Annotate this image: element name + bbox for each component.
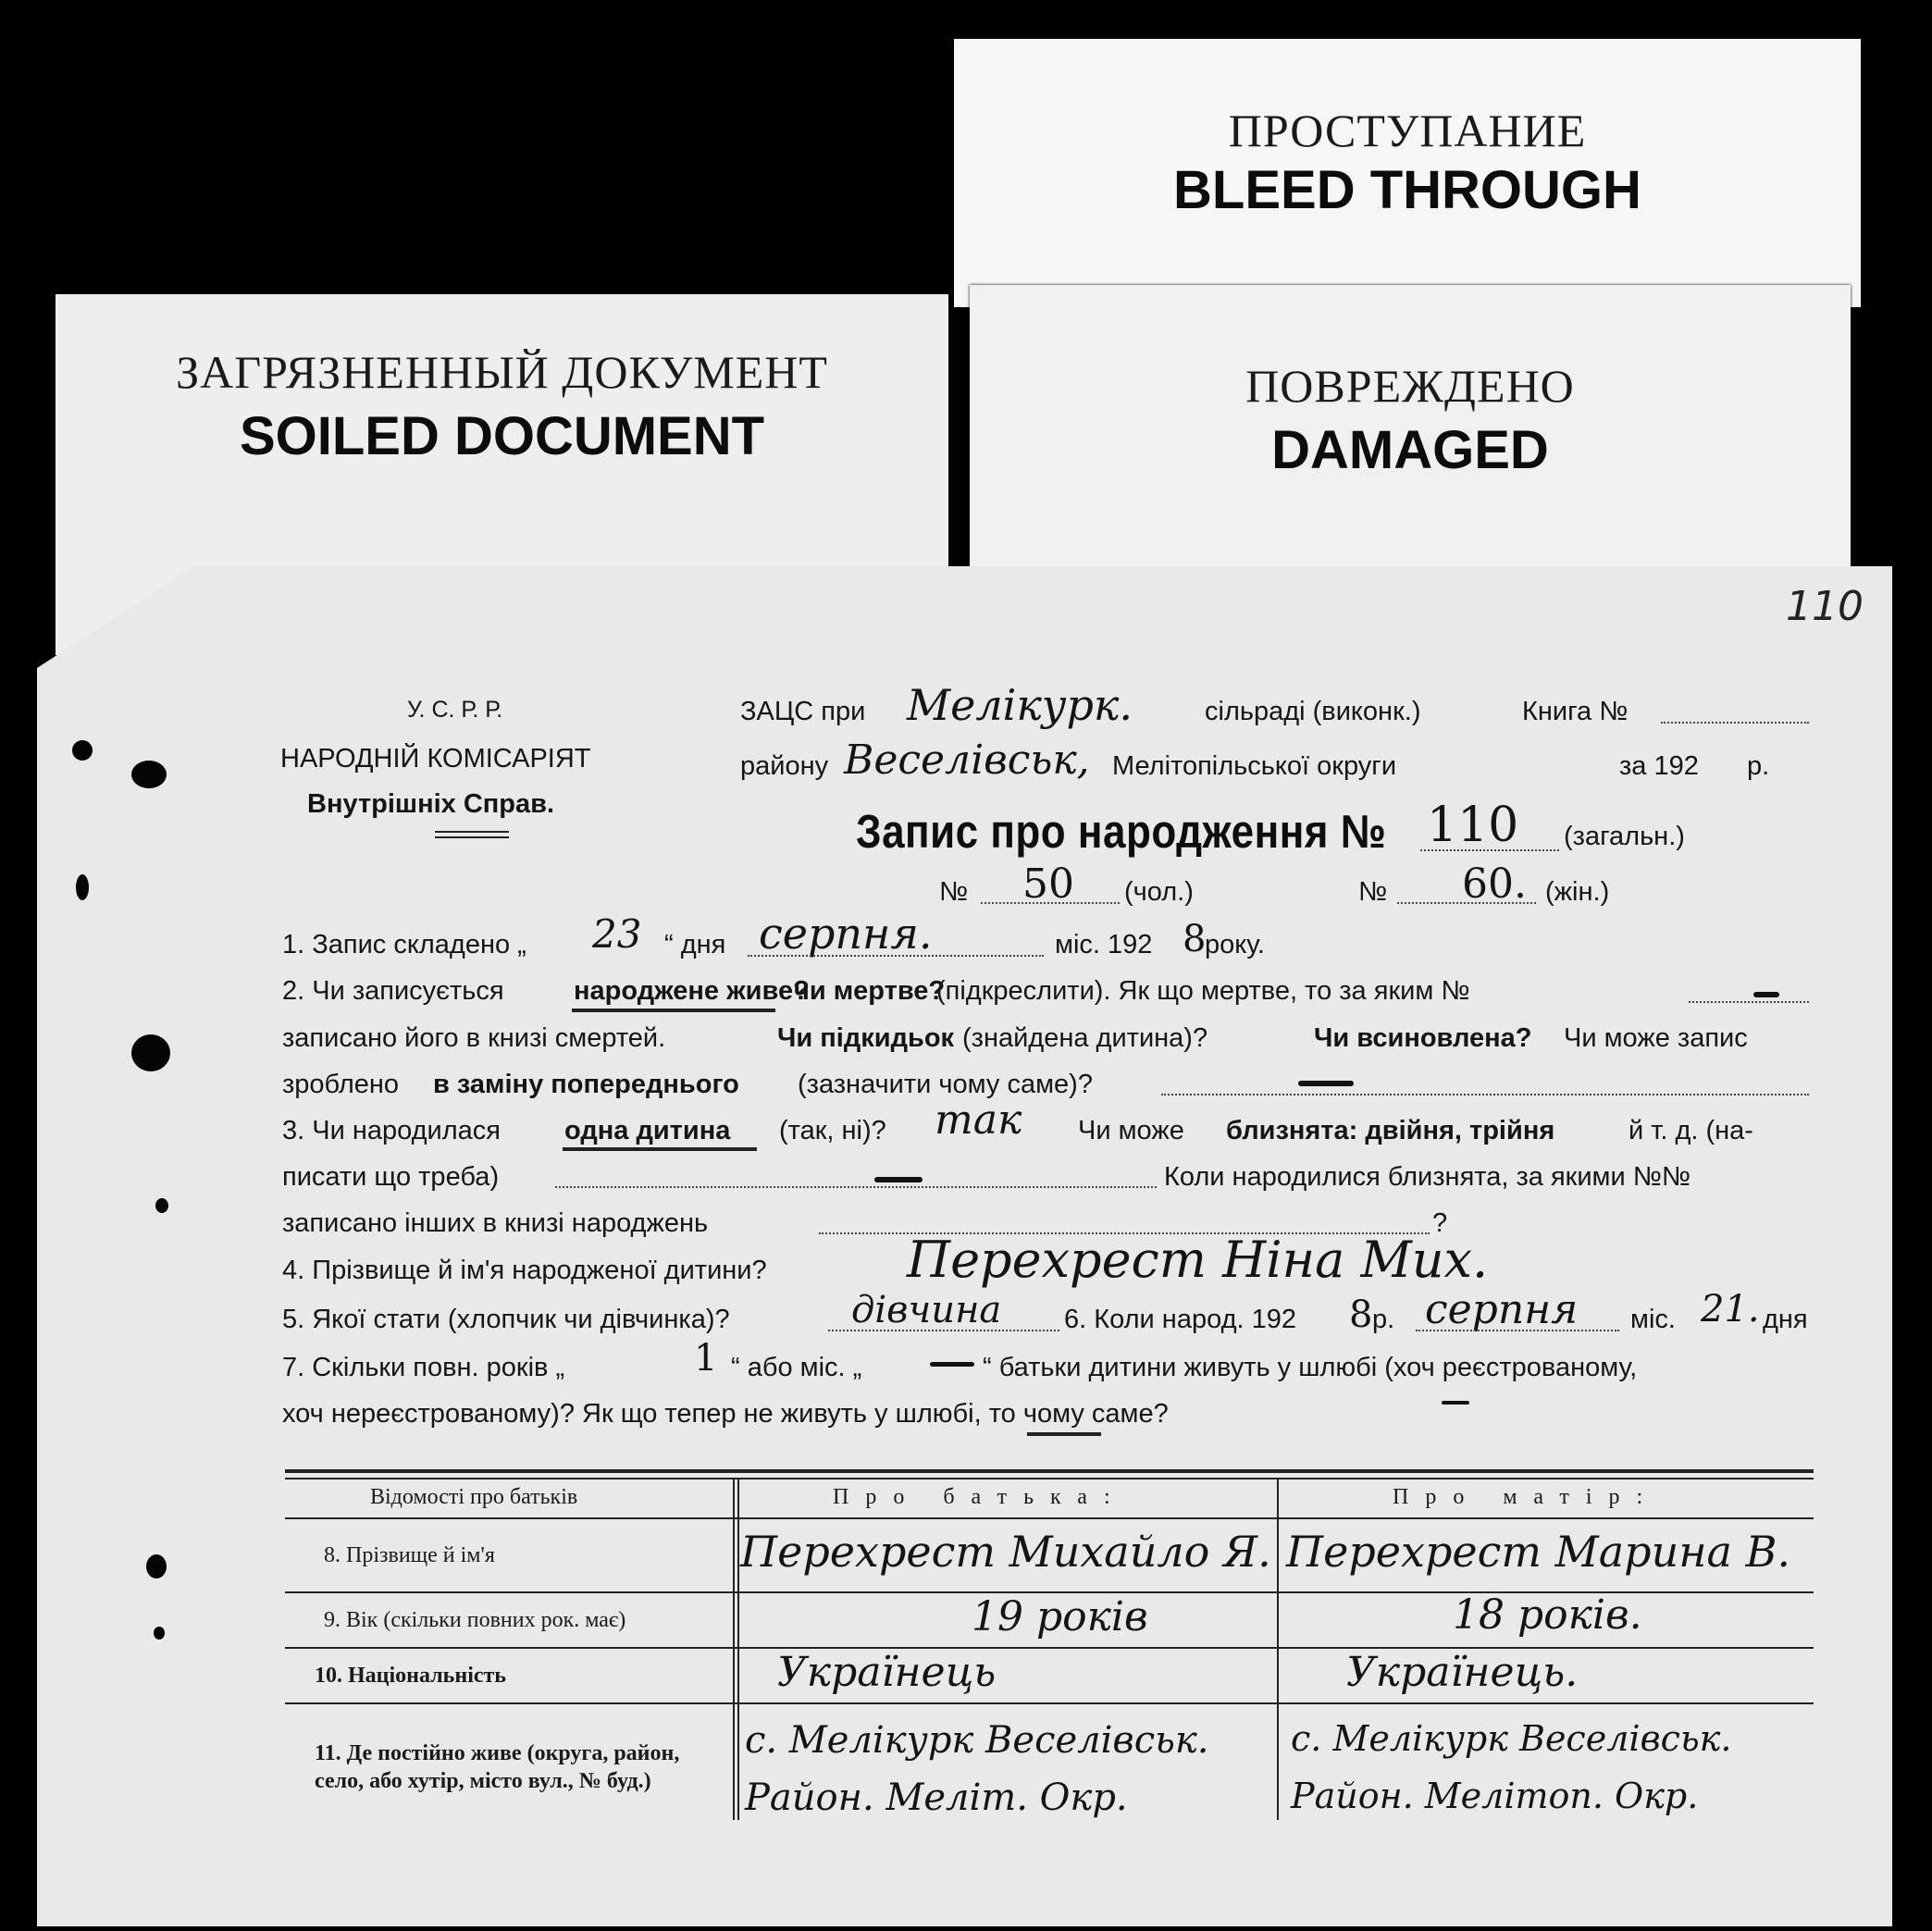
soiled-label-ru: ЗАГРЯЗНЕННЫЙ ДОКУМЕНТ bbox=[176, 346, 828, 398]
table-column-rule bbox=[733, 1478, 735, 1820]
q7-line2: хоч нереєстрованому)? Як що тепер не живуть у шлюбі, то чому саме? bbox=[282, 1399, 1169, 1429]
row-name-label: 8. Прізвище й ім'я bbox=[324, 1543, 495, 1567]
q1-month-field bbox=[748, 955, 1044, 957]
replacement-field bbox=[1161, 1094, 1809, 1095]
q3-label: 3. Чи народилася bbox=[282, 1116, 501, 1145]
mother-name-handwritten: Перехрест Марина В. bbox=[1286, 1527, 1790, 1577]
q3-line2: писати що треба) bbox=[282, 1162, 500, 1192]
divider bbox=[435, 831, 509, 833]
twins-dash bbox=[874, 1177, 923, 1182]
q5-label: 5. Якої стати (хлопчик чи дівчинка)? bbox=[282, 1305, 730, 1334]
record-may: Чи може запис bbox=[1564, 1023, 1748, 1053]
table-header-info: Відомості про батьків bbox=[370, 1485, 578, 1509]
birth-month-field bbox=[1416, 1330, 1619, 1331]
alive-underline bbox=[572, 1009, 775, 1012]
zags-suffix: сільраді (виконк.) bbox=[1205, 697, 1421, 726]
q1-day-handwritten: 23 bbox=[592, 911, 642, 957]
q1-year-handwritten: 8 bbox=[1183, 918, 1207, 960]
replacement-dash bbox=[1298, 1081, 1354, 1086]
ink-blot bbox=[131, 1034, 170, 1071]
q2-label: 2. Чи записується bbox=[282, 976, 504, 1006]
ink-blot bbox=[154, 1627, 165, 1640]
female-no-label: № bbox=[1358, 877, 1388, 907]
zags-prefix: ЗАЦС при bbox=[740, 697, 866, 726]
father-name-handwritten: Перехрест Михайло Я. bbox=[740, 1527, 1271, 1577]
row-nationality-label: 10. Національність bbox=[315, 1664, 506, 1688]
q7-label: 7. Скільки повн. років „ bbox=[282, 1353, 565, 1382]
bleed-through-card bbox=[954, 39, 1861, 307]
table-row-rule bbox=[285, 1647, 1814, 1649]
bleed-through-label-en: BLEED THROUGH bbox=[1173, 160, 1641, 220]
q2-line2: записано його в книзі смертей. bbox=[282, 1023, 666, 1053]
damaged-label-en: DAMAGED bbox=[1271, 420, 1549, 480]
sex-handwritten: дівчина bbox=[851, 1289, 1002, 1331]
twins-field bbox=[555, 1186, 1157, 1188]
q1-month-handwritten: серпня. bbox=[759, 909, 933, 959]
record-number-field bbox=[1420, 849, 1559, 851]
table-top-rule bbox=[285, 1478, 1814, 1479]
q2-line3: зроблено bbox=[282, 1070, 400, 1099]
table-column-rule bbox=[737, 1478, 739, 1820]
father-nationality-handwritten: Українець bbox=[777, 1649, 997, 1696]
replacement-label: в заміну попереднього bbox=[433, 1070, 739, 1099]
damaged-label-ru: ПОВРЕЖДЕНО bbox=[1245, 360, 1575, 412]
ink-blot bbox=[146, 1554, 167, 1578]
one-child-underline bbox=[563, 1147, 757, 1151]
row-residence-label: 11. Де постійно живе (округа, район, село, або хутір, місто вул., № буд.) bbox=[315, 1741, 680, 1793]
male-number-handwritten: 50 bbox=[1022, 860, 1074, 908]
q2-dash bbox=[1753, 992, 1779, 997]
ussr-label: У. С. Р. Р. bbox=[407, 697, 503, 723]
q1-year-suffix: року. bbox=[1205, 930, 1265, 959]
adopted-label: Чи всиновлена? bbox=[1314, 1023, 1532, 1053]
district-prefix: району bbox=[740, 751, 829, 781]
foundling-label: Чи підкидьок bbox=[777, 1023, 955, 1053]
damaged-card bbox=[970, 285, 1851, 590]
twins-label: близнята: двійня, трійня bbox=[1226, 1116, 1555, 1145]
female-number-field bbox=[1397, 902, 1536, 904]
months-dash bbox=[930, 1362, 974, 1367]
birth-day-handwritten: 21. bbox=[1701, 1288, 1760, 1331]
q1-day-suffix: “ дня bbox=[664, 930, 726, 959]
district-handwritten: Веселівськ, bbox=[844, 737, 1090, 784]
district-suffix: Мелітопільської округи bbox=[1112, 751, 1397, 781]
months-label: “ або міс. „ bbox=[731, 1353, 862, 1382]
replacement-note: (зазначити чому саме)? bbox=[798, 1070, 1093, 1099]
yes-no-label: (так, ні)? bbox=[779, 1116, 886, 1145]
table-row-rule bbox=[285, 1702, 1814, 1704]
record-title: Запис про народження № bbox=[856, 806, 1387, 859]
book-number-field bbox=[1661, 722, 1809, 724]
year-suffix: р. bbox=[1747, 751, 1770, 781]
female-number-handwritten: 60. bbox=[1462, 860, 1527, 908]
row-age-label: 9. Вік (скільки повних рок. має) bbox=[324, 1608, 626, 1632]
q2-instruction: (підкреслити). Як що мертве, то за яким № bbox=[936, 976, 1470, 1006]
bleed-through-label-ru: ПРОСТУПАНИЕ bbox=[1228, 105, 1587, 156]
table-header-rule bbox=[285, 1517, 1814, 1519]
q1-month-suffix: міс. 192 bbox=[1055, 930, 1153, 959]
record-number-handwritten: 110 bbox=[1427, 798, 1519, 853]
q3-answer-handwritten: так bbox=[935, 1096, 1022, 1144]
q1-label: 1. Запис складено „ bbox=[282, 930, 526, 959]
twins-prefix: Чи може bbox=[1078, 1116, 1184, 1145]
birth-month-handwritten: серпня bbox=[1425, 1286, 1579, 1333]
q2-alive: народжене живе? bbox=[574, 976, 810, 1006]
mother-age-handwritten: 18 років. bbox=[1453, 1591, 1642, 1639]
month-label: міс. bbox=[1630, 1305, 1676, 1334]
table-column-rule bbox=[1277, 1478, 1279, 1820]
year-label: за 192 bbox=[1619, 751, 1699, 781]
female-label: (жін.) bbox=[1545, 877, 1610, 907]
one-child: одна дитина bbox=[564, 1116, 731, 1145]
mother-nationality-handwritten: Українець. bbox=[1346, 1649, 1579, 1696]
sex-field bbox=[828, 1330, 1059, 1331]
marriage-underline bbox=[1027, 1432, 1101, 1436]
q6-label: 6. Коли народ. 192 bbox=[1064, 1305, 1296, 1334]
general-label: (загальн.) bbox=[1564, 822, 1685, 851]
male-number-field bbox=[981, 902, 1120, 904]
commissariat-label: НАРОДНІЙ КОМІСАРІЯТ bbox=[280, 744, 591, 774]
book-label: Книга № bbox=[1522, 697, 1629, 726]
child-name-handwritten: Перехрест Ніна Мих. bbox=[907, 1231, 1489, 1289]
q7-dash bbox=[1442, 1401, 1469, 1405]
table-header-mother: Про матір: bbox=[1393, 1485, 1660, 1509]
table-top-rule bbox=[285, 1469, 1814, 1473]
birth-year-handwritten: 8 bbox=[1349, 1294, 1373, 1336]
father-residence-handwritten: с. Мелікурк Веселівськ. Район. Меліт. Окр. bbox=[745, 1719, 1209, 1819]
father-age-handwritten: 19 років bbox=[972, 1593, 1148, 1640]
male-label: (чол.) bbox=[1124, 877, 1194, 907]
page-number: 110 bbox=[1786, 583, 1864, 630]
q3-question-mark: ? bbox=[1432, 1208, 1448, 1238]
years-married-handwritten: 1 bbox=[694, 1337, 718, 1380]
binder-hole bbox=[72, 740, 93, 761]
table-header-father: Про батька: bbox=[833, 1485, 1127, 1509]
q2-field bbox=[1689, 1001, 1809, 1003]
ink-blot bbox=[155, 1198, 168, 1213]
ink-blot bbox=[76, 874, 89, 900]
divider bbox=[435, 836, 509, 838]
ink-blot bbox=[131, 761, 167, 788]
q2-dead: чи мертве? bbox=[794, 976, 946, 1006]
q4-label: 4. Прізвище й ім'я народженої дитини? bbox=[282, 1256, 767, 1285]
foundling-note: (знайдена дитина)? bbox=[962, 1023, 1208, 1053]
twins-when: Коли народилися близнята, за якими №№ bbox=[1164, 1162, 1690, 1192]
year-r-label: р. bbox=[1372, 1305, 1395, 1334]
mother-residence-handwritten: с. Мелікурк Веселівськ. Район. Мелітоп. Окр. bbox=[1291, 1718, 1732, 1816]
q7-text: “ батьки дитини живуть у шлюбі (хоч реєстрованому, bbox=[983, 1353, 1638, 1382]
village-handwritten: Мелікурк. bbox=[907, 680, 1133, 730]
male-no-label: № bbox=[939, 877, 969, 907]
day-label: дня bbox=[1763, 1305, 1808, 1334]
soiled-label-en: SOILED DOCUMENT bbox=[239, 406, 765, 466]
q3-line3: записано інших в книзі народжень bbox=[282, 1208, 709, 1238]
internal-affairs-label: Внутрішніх Справ. bbox=[307, 789, 555, 819]
twins-suffix: й т. д. (на- bbox=[1629, 1116, 1753, 1145]
